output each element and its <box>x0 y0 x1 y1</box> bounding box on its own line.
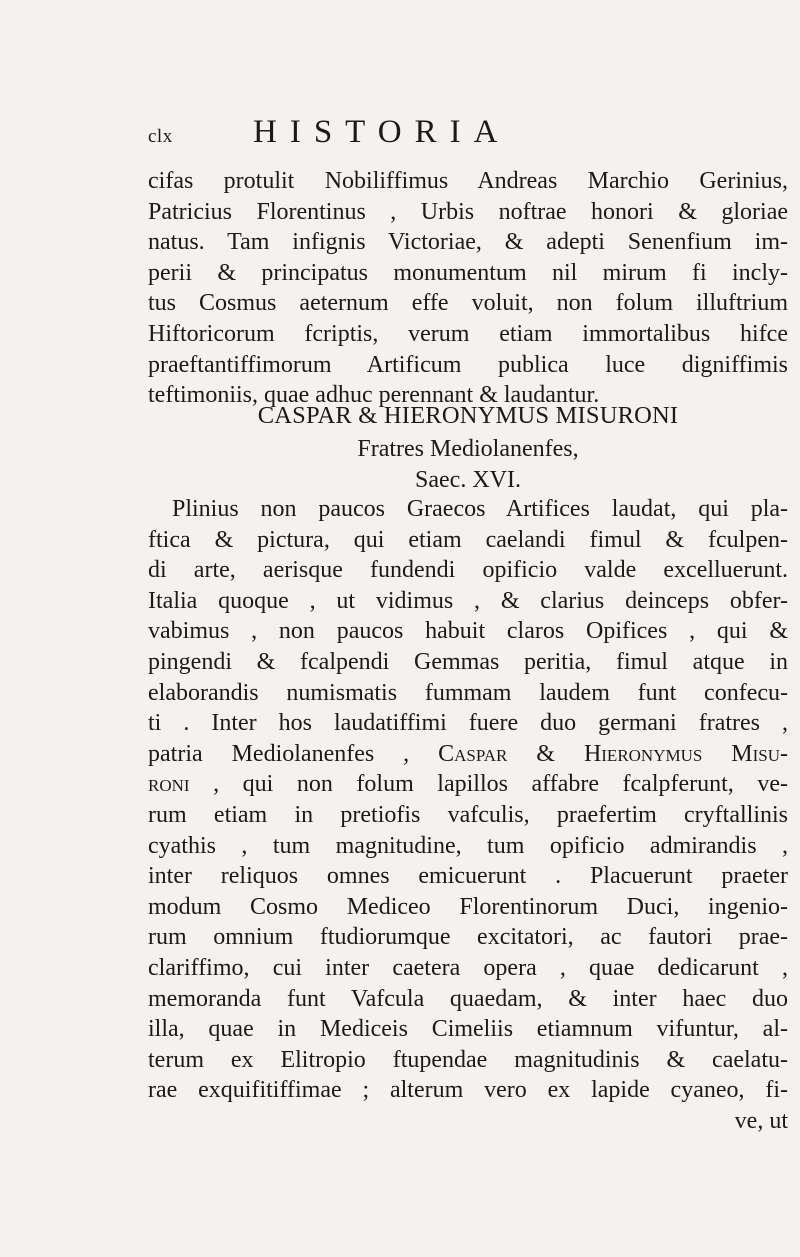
text-line: cyathis , tum magnitudine, tum opificio admirandis , <box>148 832 788 859</box>
catchword-line: ve, ut <box>734 1107 788 1134</box>
heading-century: Saec. XVI. <box>415 467 521 493</box>
person-name-hieronymus: Hieronymus Misu- <box>583 740 789 767</box>
text-line: natus. Tam infignis Victoriae, & adepti Senenfium im- <box>148 229 788 256</box>
text-fragment: , qui non folum lapillos affabre fcalpferunt, ve- <box>189 771 788 798</box>
text-line: perii & principatus monumentum nil mirum fi incly- <box>148 259 788 286</box>
text-line: tus Cosmus aeternum effe voluit, non folum illuftrium <box>148 290 788 317</box>
running-title: HISTORIA <box>253 114 511 150</box>
text-line: Italia quoque , ut vidimus , & clarius deinceps obfer- <box>148 587 788 614</box>
text-line: clariffimo, cui inter caetera opera , quae dedicarunt , <box>148 954 788 981</box>
text-line: rum etiam in pretiofis vafculis, praefertim cryftallinis <box>148 801 788 828</box>
text-line: rum omnium ftudiorumque excitatori, ac fautori prae- <box>148 924 788 951</box>
text-line: praeftantiffimorum Artificum publica luce digniffimis <box>148 351 788 378</box>
text-line: Patricius Florentinus , Urbis noftrae honori & gloriae <box>148 198 788 225</box>
person-name-misuroni-end: roni <box>148 771 190 798</box>
text-line: Plinius non paucos Graecos Artifices laudat, qui pla- <box>172 496 788 522</box>
text-line: vabimus , non paucos habuit claros Opifices , qui & <box>148 618 788 645</box>
text-line: memoranda funt Vafcula quaedam, & inter haec duo <box>148 985 788 1012</box>
section-heading <box>148 402 788 494</box>
heading-origin: Fratres Mediolanenfes, <box>357 436 579 462</box>
paragraph-1 <box>148 166 788 411</box>
text-line-names-cont <box>148 769 788 800</box>
text-fragment: patria Mediolanenfes , <box>148 740 439 767</box>
text-line: ti . Inter hos laudatiffimi fuere duo germani fratres , <box>148 710 788 737</box>
text-line: Hiftoricorum fcriptis, verum etiam immortalibus hifce <box>148 320 788 347</box>
text-line: rae exquifitiffimae ; alterum vero ex lapide cyaneo, fi- <box>148 1077 788 1104</box>
running-head <box>148 114 788 158</box>
text-line: elaborandis numismatis fummam laudem funt confecu- <box>148 679 788 706</box>
text-line: cifas protulit Nobiliffimus Andreas Marchio Gerinius, <box>148 168 788 194</box>
text-fragment: & <box>507 740 584 767</box>
text-line: ftica & pictura, qui etiam caelandi fimul & fculpen- <box>148 526 788 553</box>
page-number: clx <box>148 126 173 147</box>
text-line: inter reliquos omnes emicuerunt . Placuerunt praeter <box>148 863 788 890</box>
text-line: terum ex Elitropio ftupendae magnitudinis & caelatu- <box>148 1046 788 1073</box>
text-line: di arte, aerisque fundendi opificio valde excelluerunt. <box>148 557 788 584</box>
paragraph-2 <box>148 494 788 1136</box>
heading-names: CASPAR & HIERONYMUS MISURONI <box>257 402 679 429</box>
text-line: teftimoniis, quae adhuc perennant & laudantur. <box>148 382 600 409</box>
person-name-caspar: Caspar <box>438 740 508 767</box>
text-line: modum Cosmo Mediceo Florentinorum Duci, ingenio- <box>148 893 788 920</box>
text-line: pingendi & fcalpendi Gemmas peritia, fimul atque in <box>148 648 788 675</box>
text-line-names <box>148 739 788 770</box>
text-line: illa, quae in Mediceis Cimeliis etiamnum vifuntur, al- <box>148 1016 788 1043</box>
